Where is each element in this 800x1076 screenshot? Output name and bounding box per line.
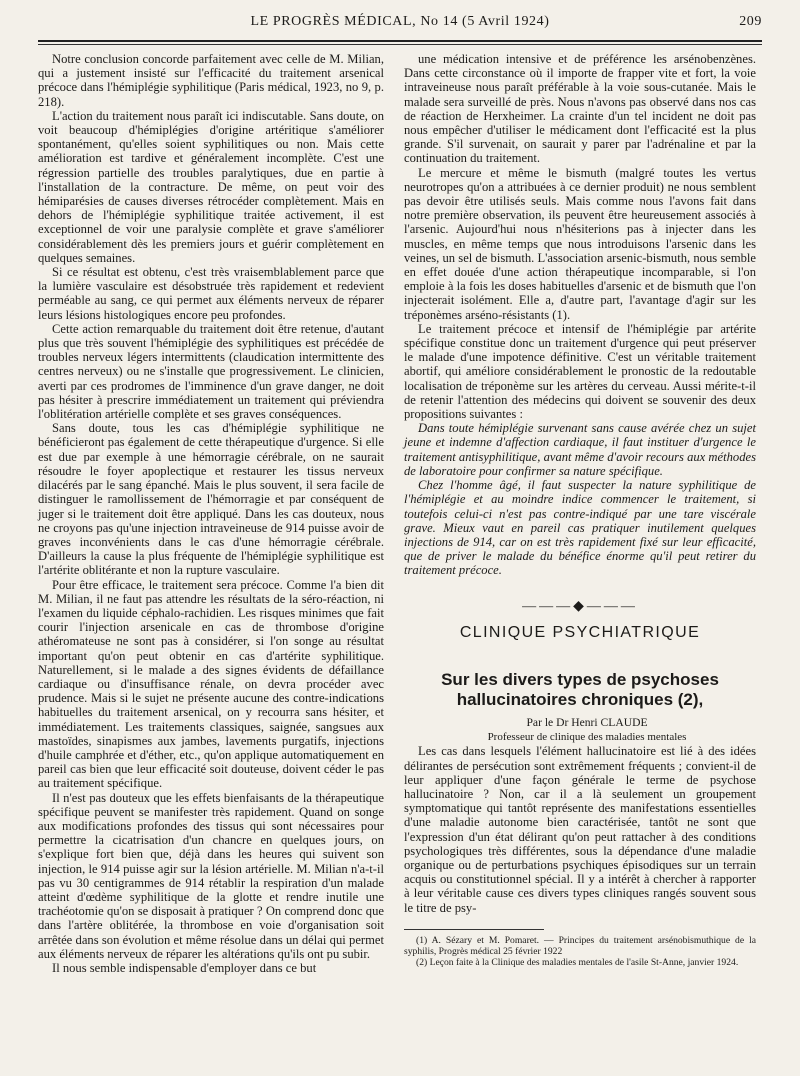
header-rule-thick [38,40,762,42]
footnote-rule [404,929,544,930]
left-column [38,52,384,975]
header-rule-thin [38,44,762,45]
paragraph: Les cas dans lesquels l'élément hallucinatoire est lié à des idées délirantes de persécution sont extrêmement fréquents ; convient-il de leur appliquer d'une façon générale le terme de psychose hallucinatoire ? Non, car il a là seulement un groupement symptomatique qui tantôt représente des manifestations essentielles d'une maladie autonome bien caractérisée, tantôt ne sont que l'expression d'un état délirant qu'on peut rattacher à des conditions psychologiques très différentes, sous la dépendance d'une maladie organique ou de perturbations psychiques épisodiques sur un terrain acquis ou constitutionnel spécial. Il y a intérêt à chercher à rapporter à leur véritable cause ces divers types cliniques rangés souvent sous le titre de psy- [404,744,756,915]
byline-affiliation: Professeur de clinique des maladies mentales [487,731,687,744]
paragraph: Si ce résultat est obtenu, c'est très vraisemblablement parce que la lumière vasculaire est désobstruée très rapidement et redevient perméable au sang, ce qui permet aux éléments nerveux de réparer leurs lésions histologiques encore peu profondes. [38,265,384,322]
paragraph: Notre conclusion concorde parfaitement avec celle de M. Milian, qui a justement insisté sur l'efficacité du traitement arsenical précoce dans l'hémiplégie syphilitique (Paris médical, 1923, no 9, p. 218). [38,52,384,109]
footnotes [404,935,756,968]
paragraph: Sans doute, tous les cas d'hémiplégie syphilitique ne bénéficieront pas également de cette thérapeutique d'urgence. Si elle est due par exemple à une hémorragie cérébrale, on ne saurait résoudre le foyer apoplectique et restaurer les tissus nerveux dilacérés par le sang épanché. Mais le plus souvent, il sera facile de distinguer le ramollissement de l'hémorragie et par conséquent de juger si le traitement doit être appliqué. Dans les cas douteux, nous ne croyons pas qu'une injection intraveineuse de 914 puisse avoir de graves inconvénients dans le cas d'une hémorragie cérébrale. D'ailleurs la cause la plus fréquente de l'hémiplégie syphilitique est l'artérite oblitérante et non la rupture vasculaire. [38,421,384,578]
section-separator-ornament: ———◆——— [522,598,638,614]
paragraph: L'action du traitement nous paraît ici indiscutable. Sans doute, on voit beaucoup d'hémiplégies d'origine artéritique s'améliorer spontanément, qu'elles soient syphilitiques ou non. Mais cette amélioration est tardive et généralement incomplète. C'est une régression partielle des troubles paralytiques, due en partie à l'installation de la contracture. De même, on peut voir des hémiparésies de causes diverses rétrocéder complètement. Mais en dehors de l'hémiplégie syphilitique traitée activement, il est exceptionnel de voir une paralysie complète et grave s'améliorer considérablement dès les premiers jours et guérir complètement en quelques semaines. [38,108,384,265]
proposition-paragraph: Dans toute hémiplégie survenant sans cause avérée chez un sujet jeune et indemne d'affection cardiaque, il faut instituer d'urgence le traitement antisyphilitique, avant même d'avoir recours aux méthodes de laboratoire pour confirmer sa nature spécifique. [404,421,756,478]
footnote: (1) A. Sézary et M. Pomaret. — Principes du traitement arsénobismuthique de la syphilis, Progrès médical 25 février 1922 [404,934,756,957]
page-header [38,14,762,36]
article-title-line-1: Sur les divers types de psychoses [441,669,719,689]
paragraph: Il nous semble indispensable d'employer dans ce but [52,961,317,975]
proposition-paragraph: Chez l'homme âgé, il faut suspecter la nature syphilitique de l'hémiplégie et au moindre indice commencer le traitement, si toutefois celui-ci n'est pas contre-indiqué par une tare viscérale grave. Mieux vaut en pareil cas pratiquer inutilement quelques injections de 914, car on est très rapidement fixé sur leur efficacité, que de priver le malade du bénéfice énorme qu'il peut retirer du traitement précoce. [404,478,756,578]
paragraph: une médication intensive et de préférence les arsénobenzènes. Dans cette circonstance où il importe de frapper vite et fort, la voie intraveineuse nous paraît préférable à la voie sous-cutanée. Mais le malade sera surveillé de près. Nous n'avons pas observé dans nos cas de réaction de Herxheimer. La crainte d'un tel incident ne doit pas nous empêcher d'utiliser le médicament dont l'efficacité est la plus grande. S'il survenait, on saurait y parer par l'adrénaline et par la continuation du traitement. [404,52,756,166]
paragraph: Le traitement précoce et intensif de l'hémiplégie par artérite spécifique constitue donc un traitement d'urgence qui peut préserver le malade d'une impotence définitive. C'est un véritable traitement abortif, qui améliore considérablement le pronostic de la redoutable localisation de tréponème sur les artères du cerveau. Aussi mérite-t-il de retenir l'attention des médecins qui doivent se souvenir des deux propositions suivantes : [404,321,756,422]
paragraph: Pour être efficace, le traitement sera précoce. Comme l'a bien dit M. Milian, il ne faut pas attendre les résultats de la séro-réaction, ni l'examen du liquide céphalo-rachidien. Les risques minimes que fait courir l'injection arsenicale en cas de thrombose d'origine athéromateuse ne sont pas à considérer, si l'on songe au résultat important qu'on peut obtenir en cas d'artérite syphilitique. Naturellement, si le malade a des signes évidents de défaillance cardiaque ou d'insuffisance rénale, on devra procéder avec prudence. Mais si le sujet ne présente aucune des contre-indications habituelles du traitement arsenical, on y recourra sans hésiter, et immédiatement. Les traitements classiques, saignée, sangsues aux mastoïdes, sinapismes aux jambes, lavements purgatifs, injections d'huile camphrée et d'éther, etc., qu'on applique automatiquement en pareil cas bien que leur efficacité soit douteuse, doivent céder le pas au traitement spécifique. [38,577,384,791]
article-title-line-2: hallucinatoires chroniques (2), [456,689,704,709]
section-title: CLINIQUE PSYCHIATRIQUE [459,623,701,641]
article-title [404,670,756,710]
right-column [404,52,756,968]
paragraph: Le mercure et même le bismuth (malgré toutes les vertus neurotropes qu'on a attribuées à ce dernier produit) ne nous semblent pas devoir être utilisés seuls. Mais comme nous l'avons fait dans notre première observation, ils peuvent être heureusement associés à l'arsenic. Aujourd'hui nous n'hésiterions pas à injecter dans les muscles, en même temps que nous introduisons l'arsenic dans les veines, un sel de bismuth. L'association arsenic-bismuth, nous semble en effet douée d'une action thérapeutique incomparable, si l'on emploie à la fois les doses habituelles d'arsenic et de bismuth que l'on injecterait isolément. Elle a, d'autre part, l'avantage d'agir sur les tréponèmes arséno-résistants (1). [404,165,756,322]
paragraph: Cette action remarquable du traitement doit être retenue, d'autant plus que très souvent l'hémiplégie des syphilitiques est précédée de troubles nerveux légers intermittents (claudication intermittente des centres nerveux) ou ne s'installe que progressivement. Le clinicien, averti par ces prodromes de l'imminence d'un grave danger, ne doit pas hésiter à prescrire immédiatement un traitement qui préviendra l'oblitération artérielle complète et ses graves conséquences. [38,321,384,422]
byline: Par le Dr Henri CLAUDE [526,715,648,729]
footnote: (2) Leçon faite à la Clinique des maladies mentales de l'asile St-Anne, janvier 1924. [416,956,739,968]
page-number: 209 [739,14,762,29]
running-title: LE PROGRÈS MÉDICAL, No 14 (5 Avril 1924) [250,14,550,29]
paragraph: Il n'est pas douteux que les effets bienfaisants de la thérapeutique spécifique peuvent se manifester très rapidement. Quand on songe aux modifications profondes des tissus qui sont nécessaires pour permettre la cicatrisation d'un chancre en quelques jours, on s'explique fort bien que, déjà dans les heures qui suivent son injection, le 914 puisse agir sur la lésion artérielle. M. Milian n'a-t-il pas vu 30 centigrammes de 914 rétablir la respiration d'un malade atteint d'œdème syphilitique de la glotte et rendre inutile une trachéotomie qu'on se disposait à pratiquer ? On comprend donc que dans l'artère oblitérée, la thrombose en voie d'organisation soit arrêtée dans son évolution et même résolue dans un délai qui permet aux éléments nerveux de réparer les altérations qu'ils ont pu subir. [38,790,384,961]
